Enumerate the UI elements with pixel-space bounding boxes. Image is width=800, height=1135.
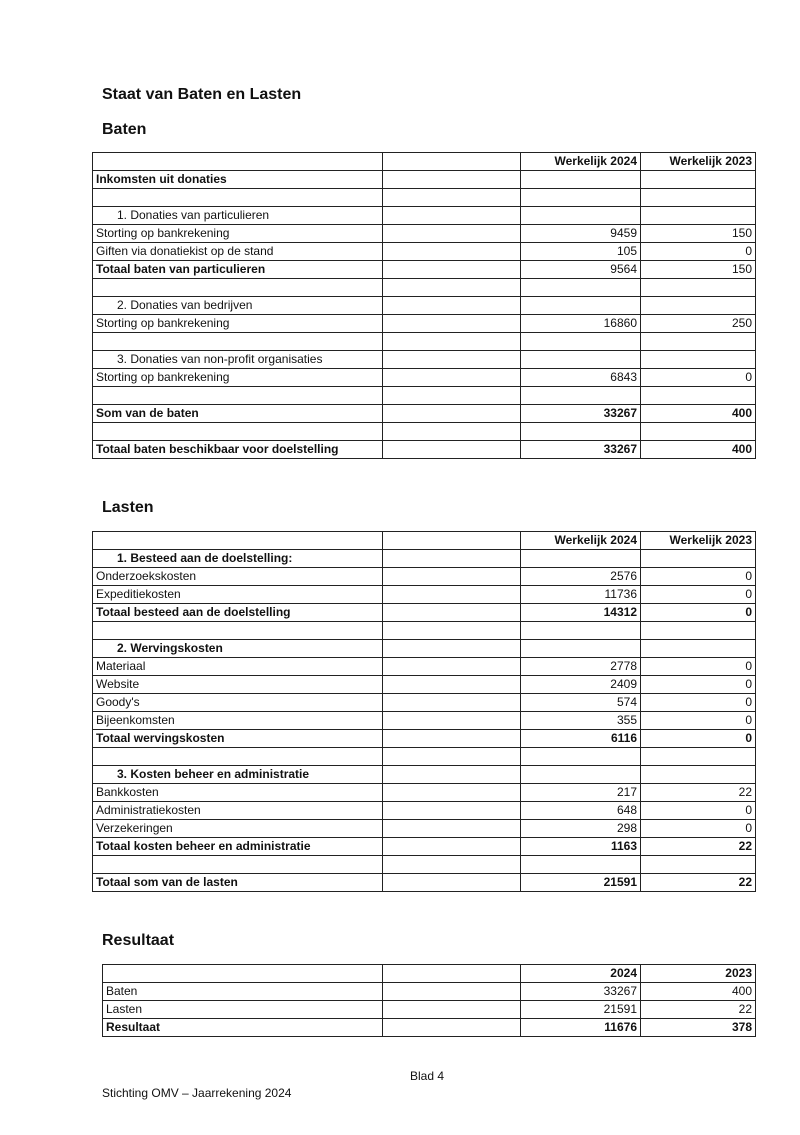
row-label: Administratiekosten [93,802,383,820]
spacer-cell [383,712,521,730]
table-row [103,1019,756,1037]
row-label: Materiaal [93,658,383,676]
value-2024: 2778 [521,658,641,676]
row-label [93,423,383,441]
value-2024: 14312 [521,604,641,622]
page-title: Staat van Baten en Lasten [102,86,302,103]
table-row [93,315,756,333]
spacer-cell [383,586,521,604]
value-2023: 400 [641,405,756,423]
table-row [93,550,756,568]
page-number: Blad 4 [410,1069,445,1083]
table-row [93,838,756,856]
table-row [93,748,756,766]
value-2024: 33267 [521,441,641,459]
row-label: Inkomsten uit donaties [93,171,383,189]
row-label: Totaal som van de lasten [93,874,383,892]
value-2024: 9564 [521,261,641,279]
value-2024: 298 [521,820,641,838]
spacer-cell [383,550,521,568]
row-label [93,856,383,874]
value-2024: 6843 [521,369,641,387]
spacer-cell [383,874,521,892]
spacer-cell [383,766,521,784]
row-label: 1. Besteed aan de doelstelling: [93,550,383,568]
value-2023: 0 [641,802,756,820]
spacer-cell [383,423,521,441]
row-label: 3. Donaties van non-profit organisaties [93,351,383,369]
spacer-cell [383,189,521,207]
spacer-cell [383,1001,521,1019]
column-header-2024: Werkelijk 2024 [521,532,641,550]
value-2024 [521,856,641,874]
row-label: Verzekeringen [93,820,383,838]
spacer-cell [383,387,521,405]
row-label: Totaal baten beschikbaar voor doelstelling [93,441,383,459]
table-row [93,207,756,225]
table-row [93,153,756,171]
spacer-cell [383,622,521,640]
row-label: Baten [103,983,383,1001]
spacer-cell [383,730,521,748]
baten-table [92,152,756,459]
value-2024: 16860 [521,315,641,333]
value-2023: 150 [641,225,756,243]
value-2023: 0 [641,694,756,712]
row-label [93,189,383,207]
value-2023: 22 [641,838,756,856]
row-label: Storting op bankrekening [93,315,383,333]
spacer-cell [383,676,521,694]
spacer-cell [383,802,521,820]
value-2023: 22 [641,784,756,802]
value-2023 [641,622,756,640]
value-2023 [641,387,756,405]
table-row [103,1001,756,1019]
spacer-cell [383,171,521,189]
spacer-cell [383,333,521,351]
value-2023 [641,297,756,315]
document-footer: Stichting OMV – Jaarrekening 2024 [102,1086,292,1100]
row-label: Goody's [93,694,383,712]
row-label [93,153,383,171]
table-row [93,640,756,658]
table-row [93,243,756,261]
row-label [93,748,383,766]
row-label: Bijeenkomsten [93,712,383,730]
spacer-cell [383,532,521,550]
spacer-cell [383,351,521,369]
table-row [93,297,756,315]
spacer-cell [383,784,521,802]
table-row [93,694,756,712]
table-row [93,856,756,874]
value-2023: 400 [641,983,756,1001]
row-label: Giften via donatiekist op de stand [93,243,383,261]
value-2024: 2409 [521,676,641,694]
table-row [93,369,756,387]
value-2024: 6116 [521,730,641,748]
table-row [93,766,756,784]
row-label [93,622,383,640]
row-label: Totaal baten van particulieren [93,261,383,279]
table-row [93,333,756,351]
row-label [93,387,383,405]
spacer-cell [383,838,521,856]
resultaat-heading: Resultaat [102,932,175,949]
table-row [93,712,756,730]
value-2024 [521,351,641,369]
value-2023: 400 [641,441,756,459]
value-2023: 0 [641,676,756,694]
table-row [93,441,756,459]
table-row [93,387,756,405]
value-2024 [521,207,641,225]
value-2023 [641,189,756,207]
table-row [93,820,756,838]
table-row [93,171,756,189]
spacer-cell [383,748,521,766]
table-row [93,604,756,622]
row-label: Resultaat [103,1019,383,1037]
spacer-cell [383,1019,521,1037]
spacer-cell [383,405,521,423]
table-row [93,874,756,892]
value-2024: 11676 [521,1019,641,1037]
spacer-cell [383,441,521,459]
value-2023: 0 [641,604,756,622]
row-label: Onderzoekskosten [93,568,383,586]
table-row [93,423,756,441]
value-2023 [641,423,756,441]
spacer-cell [383,225,521,243]
value-2024: 648 [521,802,641,820]
value-2023 [641,550,756,568]
value-2023: 0 [641,712,756,730]
column-header-2023: 2023 [641,965,756,983]
row-label [103,965,383,983]
spacer-cell [383,983,521,1001]
value-2024: 2576 [521,568,641,586]
spacer-cell [383,243,521,261]
value-2024: 355 [521,712,641,730]
value-2023: 0 [641,243,756,261]
row-label: Totaal kosten beheer en administratie [93,838,383,856]
table-row [93,351,756,369]
row-label [93,333,383,351]
spacer-cell [383,820,521,838]
row-label: 2. Donaties van bedrijven [93,297,383,315]
row-label: 2. Wervingskosten [93,640,383,658]
value-2023 [641,766,756,784]
column-header-2023: Werkelijk 2023 [641,153,756,171]
column-header-2024: Werkelijk 2024 [521,153,641,171]
spacer-cell [383,640,521,658]
spacer-cell [383,694,521,712]
value-2023 [641,640,756,658]
value-2023: 0 [641,568,756,586]
baten-heading: Baten [102,121,147,138]
row-label: Lasten [103,1001,383,1019]
table-row [93,261,756,279]
spacer-cell [383,315,521,333]
spacer-cell [383,207,521,225]
value-2024: 105 [521,243,641,261]
value-2023: 0 [641,658,756,676]
value-2023 [641,856,756,874]
value-2024 [521,640,641,658]
table-row [93,225,756,243]
value-2023: 150 [641,261,756,279]
value-2024: 9459 [521,225,641,243]
value-2024 [521,189,641,207]
value-2023: 0 [641,369,756,387]
value-2023: 0 [641,820,756,838]
table-row [93,802,756,820]
spacer-cell [383,261,521,279]
column-header-2023: Werkelijk 2023 [641,532,756,550]
value-2023 [641,333,756,351]
row-label: 1. Donaties van particulieren [93,207,383,225]
spacer-cell [383,965,521,983]
lasten-table [92,531,756,892]
value-2023: 378 [641,1019,756,1037]
row-label [93,532,383,550]
value-2024 [521,766,641,784]
value-2023 [641,279,756,297]
value-2024 [521,748,641,766]
row-label: 3. Kosten beheer en administratie [93,766,383,784]
table-row [93,784,756,802]
value-2024: 33267 [521,405,641,423]
table-row [103,983,756,1001]
value-2024 [521,423,641,441]
spacer-cell [383,658,521,676]
value-2023: 22 [641,1001,756,1019]
value-2024 [521,550,641,568]
resultaat-table [102,964,756,1037]
spacer-cell [383,604,521,622]
row-label: Expeditiekosten [93,586,383,604]
value-2023: 250 [641,315,756,333]
row-label: Storting op bankrekening [93,225,383,243]
value-2024: 21591 [521,1001,641,1019]
row-label: Som van de baten [93,405,383,423]
value-2024: 1163 [521,838,641,856]
table-row [93,189,756,207]
value-2024 [521,297,641,315]
spacer-cell [383,279,521,297]
value-2023 [641,171,756,189]
table-row [93,279,756,297]
row-label: Totaal besteed aan de doelstelling [93,604,383,622]
spacer-cell [383,153,521,171]
row-label: Totaal wervingskosten [93,730,383,748]
table-row [93,622,756,640]
value-2024 [521,387,641,405]
value-2024: 21591 [521,874,641,892]
value-2024 [521,622,641,640]
table-row [93,405,756,423]
table-row [93,730,756,748]
table-row [93,586,756,604]
value-2023: 0 [641,730,756,748]
spacer-cell [383,568,521,586]
value-2023: 22 [641,874,756,892]
table-row [93,676,756,694]
value-2023 [641,351,756,369]
value-2023 [641,748,756,766]
value-2024: 574 [521,694,641,712]
spacer-cell [383,297,521,315]
table-row [103,965,756,983]
row-label [93,279,383,297]
row-label: Storting op bankrekening [93,369,383,387]
table-row [93,568,756,586]
spacer-cell [383,856,521,874]
value-2024: 11736 [521,586,641,604]
value-2024: 217 [521,784,641,802]
table-row [93,658,756,676]
value-2024 [521,171,641,189]
value-2023 [641,207,756,225]
value-2024 [521,333,641,351]
row-label: Website [93,676,383,694]
value-2023: 0 [641,586,756,604]
column-header-2024: 2024 [521,965,641,983]
spacer-cell [383,369,521,387]
value-2024: 33267 [521,983,641,1001]
row-label: Bankkosten [93,784,383,802]
lasten-heading: Lasten [102,499,154,516]
value-2024 [521,279,641,297]
table-row [93,532,756,550]
